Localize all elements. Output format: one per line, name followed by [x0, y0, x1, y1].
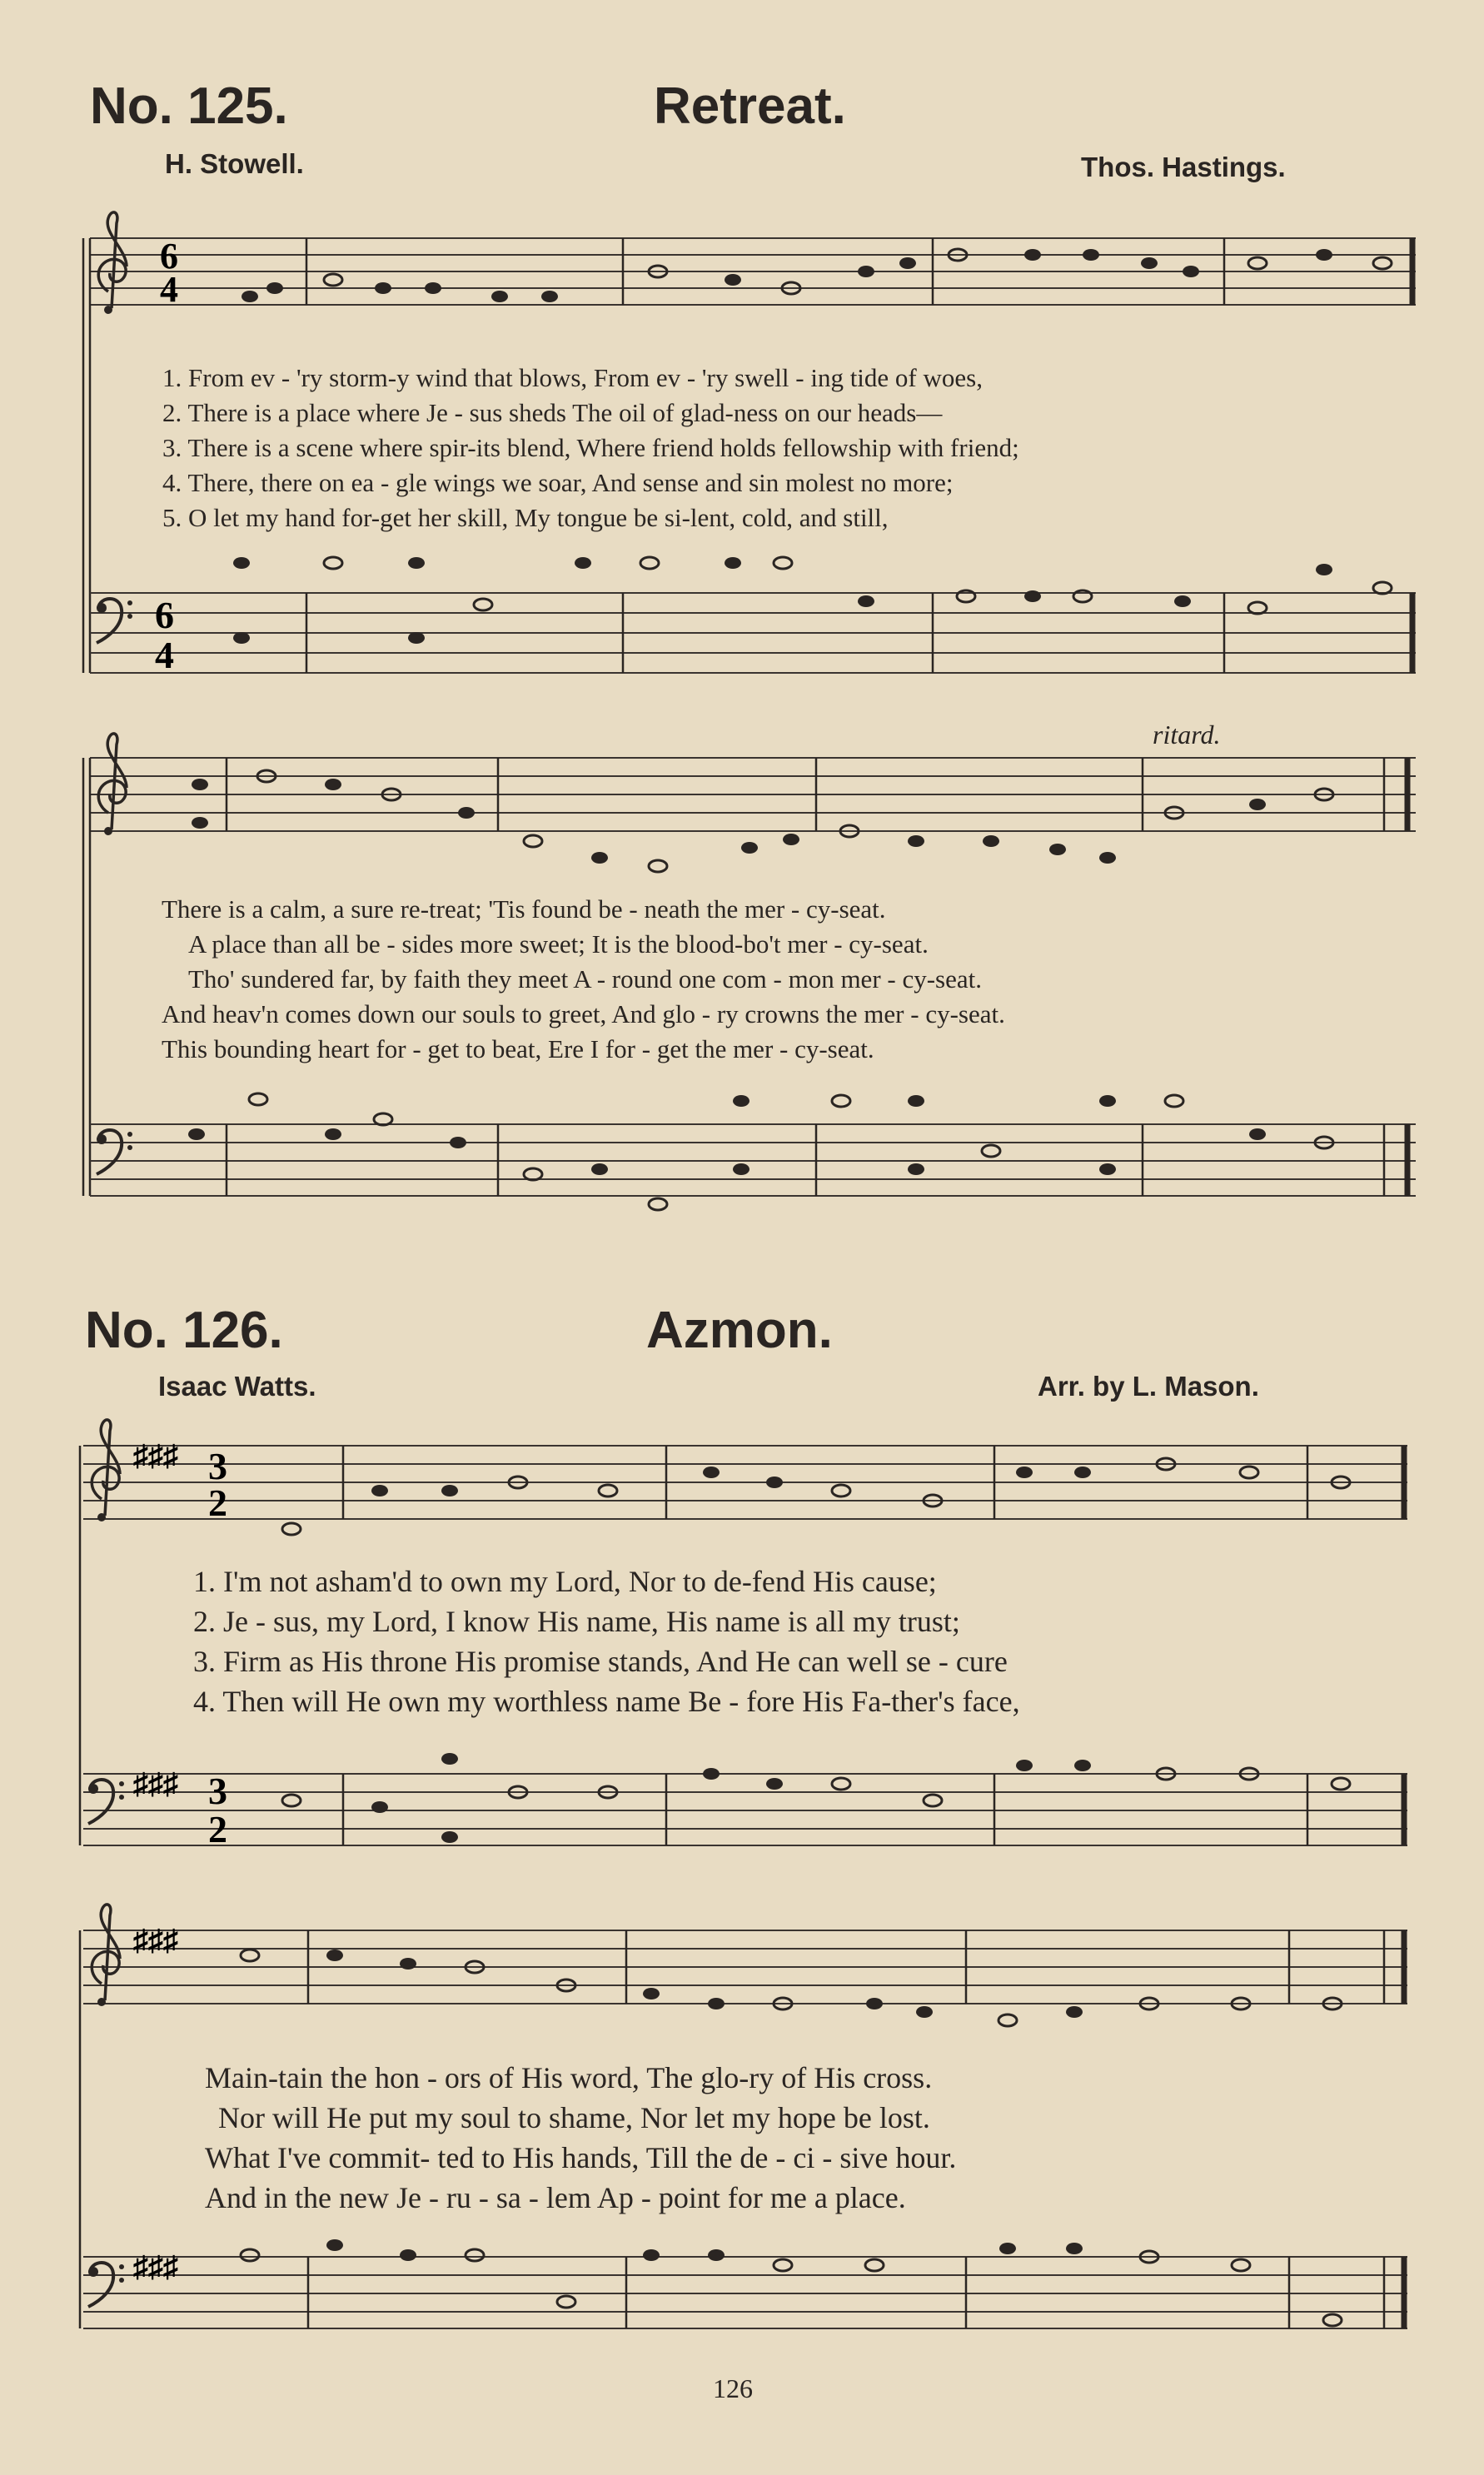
hymn-126-verse-4-line-1: 4. Then will He own my worthless name Be - fore His Fa-ther's face,	[193, 1685, 1020, 1718]
svg-text:6: 6	[155, 594, 174, 636]
svg-text:4: 4	[155, 634, 174, 676]
hymn-126-system-1-bass	[83, 1753, 1407, 1850]
svg-text:♯♯♯: ♯♯♯	[133, 1439, 178, 1472]
hymn-126-verse-3-line-2: What I've commit- ted to His hands, Till the de - ci - sive hour.	[205, 2141, 957, 2174]
svg-text:6: 6	[160, 236, 178, 276]
hymn-126-verse-3-line-1: 3. Firm as His throne His promise stands, And He can well se - cure	[193, 1645, 1008, 1678]
svg-text:4: 4	[160, 269, 178, 310]
hymn-126-number: No. 126.	[85, 1302, 283, 1359]
hymn-125-verse-3-line-1: 3. There is a scene where spir-its blend, Where friend holds fellowship with friend;	[162, 433, 1019, 462]
hymn-126-music-credit: Arr. by L. Mason.	[1038, 1371, 1259, 1402]
hymn-126-verse-1-line-2: Main-tain the hon - ors of His word, The glo-ry of His cross.	[205, 2061, 933, 2094]
page-number: 126	[713, 2373, 753, 2403]
hymn-125-system-2-bass	[90, 1093, 1416, 1210]
hymn-125-system-1-treble	[90, 212, 1416, 314]
hymn-125-title: Retreat.	[654, 77, 846, 135]
hymn-126-title: Azmon.	[646, 1302, 833, 1359]
svg-text:3: 3	[208, 1770, 227, 1812]
hymn-125-verse-2-line-1: 2. There is a place where Je - sus sheds The oil of glad-ness on our heads—	[162, 398, 943, 427]
svg-text:2: 2	[208, 1808, 227, 1850]
hymn-126-system-1-treble	[83, 1420, 1407, 1535]
hymn-125-verse-5-line-2: This bounding heart for - get to beat, Ere I for - get the mer - cy-seat.	[162, 1034, 874, 1063]
hymn-125-verse-3-line-2: Tho' sundered far, by faith they meet A - round one com - mon mer - cy-seat.	[188, 964, 982, 993]
svg-text:3: 3	[208, 1445, 227, 1487]
hymn-125-verse-5-line-1: 5. O let my hand for-get her skill, My tongue be si-lent, cold, and still,	[162, 503, 889, 532]
hymn-125-number: No. 125.	[90, 77, 288, 135]
hymn-126-verse-4-line-2: And in the new Je - ru - sa - lem Ap - point for me a place.	[205, 2181, 906, 2214]
svg-text:♯♯♯: ♯♯♯	[133, 1924, 178, 1957]
svg-text:♯♯♯: ♯♯♯	[133, 1767, 178, 1800]
hymn-125-ritard-marking: ritard.	[1153, 720, 1221, 749]
svg-text:♯♯♯: ♯♯♯	[133, 2250, 178, 2283]
hymn-125-words-credit: H. Stowell.	[165, 148, 304, 179]
hymn-125-verse-1-line-2: There is a calm, a sure re-treat; 'Tis found be - neath the mer - cy-seat.	[162, 894, 886, 924]
hymn-126-system-2-bass	[83, 2239, 1407, 2328]
hymn-125-system-2-treble	[90, 734, 1416, 872]
hymn-126-system-2-treble	[83, 1905, 1407, 2026]
hymn-126-verse-2-line-1: 2. Je - sus, my Lord, I know His name, His name is all my trust;	[193, 1605, 960, 1638]
hymn-126-words-credit: Isaac Watts.	[158, 1371, 316, 1402]
hymn-126-verse-2-line-2: Nor will He put my soul to shame, Nor let my hope be lost.	[218, 2101, 930, 2134]
hymn-125-verse-4-line-2: And heav'n comes down our souls to greet, And glo - ry crowns the mer - cy-seat.	[162, 999, 1005, 1028]
hymn-125-music-credit: Thos. Hastings.	[1081, 152, 1286, 182]
hymn-125-system-1-bass	[90, 557, 1416, 676]
svg-text:2: 2	[208, 1482, 227, 1524]
hymn-125-verse-2-line-2: A place than all be - sides more sweet; It is the blood-bo't mer - cy-seat.	[188, 929, 929, 959]
hymn-125-verse-4-line-1: 4. There, there on ea - gle wings we soar, And sense and sin molest no more;	[162, 468, 954, 497]
hymn-126-verse-1-line-1: 1. I'm not asham'd to own my Lord, Nor to de-fend His cause;	[193, 1565, 937, 1598]
hymn-125-verse-1-line-1: 1. From ev - 'ry storm-y wind that blows, From ev - 'ry swell - ing tide of woes,	[162, 363, 983, 392]
